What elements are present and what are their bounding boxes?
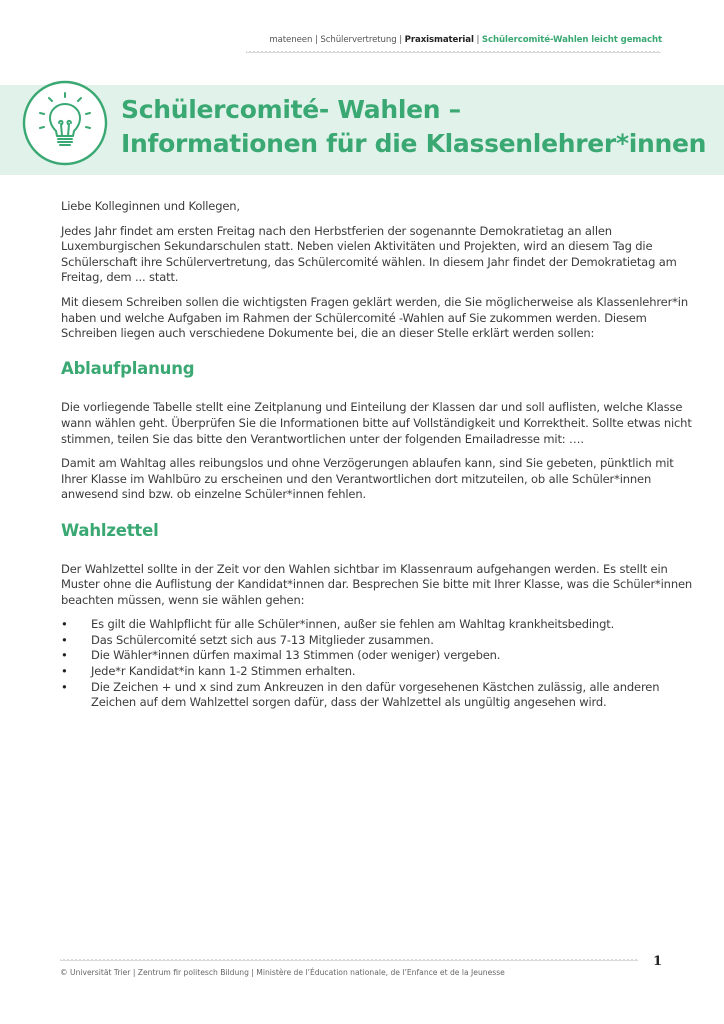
greeting: Liebe Kolleginnen und Kollegen,	[61, 199, 240, 213]
section-heading-ablaufplanung: Ablaufplanung	[61, 358, 195, 378]
breadcrumb-separator: |	[473, 35, 482, 45]
breadcrumb-separator: |	[312, 35, 321, 45]
footer-divider	[60, 959, 638, 963]
intro-paragraph: Jedes Jahr findet am ersten Freitag nach den Herbstferien der sogenannte Demokratietag an allen Luxemburgischen Sekundarschulen statt. Neben vielen Aktivitäten und Projekten, wird an diesem Tag die Schülerschaft ihre Schülervertretung, das Schülercomité wählen. In diesem Jahr findet der Demokratietag am Freitag, dem ... statt.	[61, 223, 677, 285]
section-heading-wahlzettel: Wahlzettel	[61, 520, 159, 540]
breadcrumb-item: Schülervertretung	[320, 35, 397, 45]
section-paragraph: Der Wahlzettel sollte in der Zeit vor den Wahlen sichtbar im Klassenraum aufgehangen werden. Es stellt ein Muster ohne die Auflistung der Kandidat*innen dar. Besprechen Sie bitte mit Ihrer Klasse, was die Schüler*innen beachten müssen, wenn sie wählen gehen:	[61, 561, 693, 607]
letter-body	[61, 199, 701, 711]
section-paragraph: Damit am Wahltag alles reibungslos und ohne Verzögerungen ablaufen kann, sind Sie gebeten, pünktlich mit Ihrer Klasse im Wahlbüro zu erscheinen und den Verantwortlichen dort mitzuteilen, ob alle Schüler*innen anwesend sind bzw. ob einzelne Schüler*innen fehlen.	[61, 456, 674, 502]
list-item: • Die Zeichen + und x sind zum Ankreuzen in den dafür vorgesehenen Kästchen zulässig, alle anderen Zeichen auf dem Wahlzettel sorgen dafür, dass der Wahlzettel als ungültig angesehen wird.	[91, 680, 701, 711]
section-paragraph: Die vorliegende Tabelle stellt eine Zeitplanung und Einteilung der Klassen dar und soll auflisten, welche Klasse wann wählen geht. Überprüfen Sie die Informationen bitte auf Vollständigkeit und Korrektheit. Sollte etwas nicht stimmen, teilen Sie das bitte den Verantwortlichen unter der folgenden Emailadresse mit: ….	[61, 400, 692, 446]
header-divider	[246, 51, 661, 55]
page-title	[121, 93, 706, 161]
lightbulb-icon	[22, 80, 108, 166]
running-header	[269, 35, 662, 45]
breadcrumb-item: Praxismaterial	[404, 35, 474, 45]
breadcrumb-item: mateneen	[269, 35, 313, 45]
list-item: • Es gilt die Wahlpflicht für alle Schüler*innen, außer sie fehlen am Wahltag krankheitsbedingt.	[91, 617, 701, 633]
list-item: • Das Schülercomité setzt sich aus 7-13 Mitglieder zusammen.	[91, 633, 701, 649]
list-item: • Jede*r Kandidat*in kann 1-2 Stimmen erhalten.	[91, 664, 701, 680]
breadcrumb-separator: |	[396, 35, 405, 45]
page-number: 1	[653, 954, 663, 969]
title-line-1: Schülercomité- Wahlen –	[121, 95, 461, 124]
list-item: • Die Wähler*innen dürfen maximal 13 Stimmen (oder weniger) vergeben.	[91, 648, 701, 664]
breadcrumb-item-current: Schülercomité-Wahlen leicht gemacht	[481, 35, 662, 45]
footer-credits: © Universität Trier | Zentrum fir politesch Bildung | Ministère de l’Éducation nationale, de l’Enfance et de la Jeunesse	[60, 968, 505, 977]
intro-paragraph: Mit diesem Schreiben sollen die wichtigsten Fragen geklärt werden, die Sie möglicherweise als Klassenlehrer*in haben und welche Aufgaben im Rahmen der Schülercomité -Wahlen auf Sie zukommen werden. Diesem Schreiben liegen auch verschiedene Dokumente bei, die an dieser Stelle erklärt werden sollen:	[61, 294, 688, 341]
rules-list	[61, 617, 701, 711]
title-line-2: Informationen für die Klassenlehrer*innen	[121, 129, 707, 158]
